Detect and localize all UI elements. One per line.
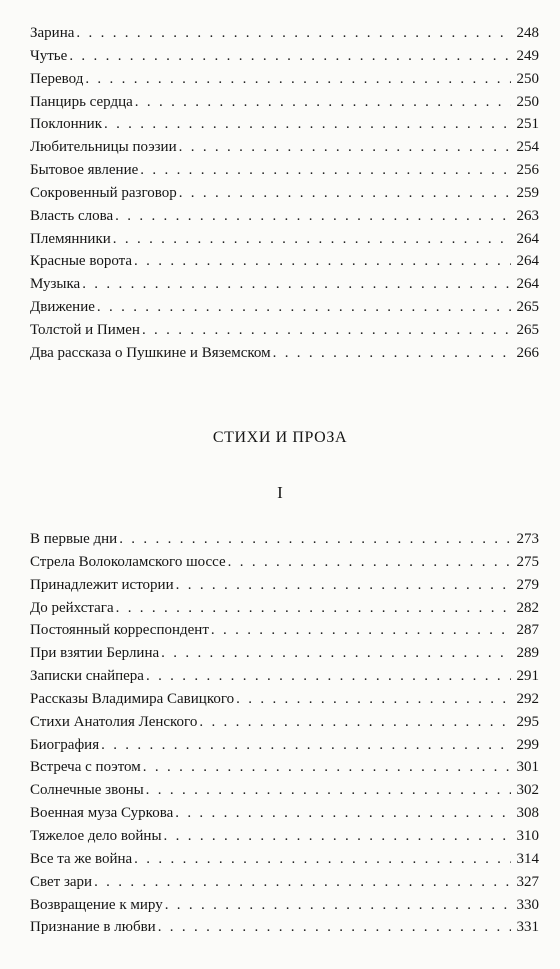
table-of-contents-top [30, 22, 539, 365]
toc-entry-title: Красные ворота [30, 253, 133, 270]
toc-entry-page-number: 264 [516, 253, 539, 270]
dot-leader [94, 871, 511, 894]
toc-entry-page-number: 310 [516, 827, 539, 844]
dot-leader [115, 205, 511, 228]
toc-entry-title: Движение [30, 299, 95, 316]
toc-entry-page-number: 251 [516, 116, 539, 133]
toc-entry-title: Рассказы Владимира Савицкого [30, 690, 235, 707]
dot-leader [140, 159, 511, 182]
dot-leader [101, 734, 511, 757]
toc-entry-title: Поклонник [30, 116, 102, 133]
toc-entry-page-number: 291 [516, 668, 539, 685]
toc-entry-title: При взятии Берлина [30, 645, 160, 662]
dot-leader [158, 916, 511, 939]
toc-entry-page-number: 256 [516, 162, 539, 179]
toc-entry [30, 45, 539, 68]
toc-entry-title: Любительницы поэзии [30, 139, 177, 156]
toc-entry-page-number: 302 [516, 782, 539, 799]
toc-entry [30, 136, 539, 159]
dot-leader [211, 619, 511, 642]
toc-entry-page-number: 264 [516, 276, 539, 293]
toc-entry-title: Все та же война [30, 850, 133, 867]
dot-leader [164, 825, 511, 848]
toc-entry-page-number: 327 [516, 873, 539, 890]
toc-entry-page-number: 287 [516, 622, 539, 639]
toc-entry-page-number: 330 [516, 896, 539, 913]
toc-entry [30, 68, 539, 91]
toc-entry-page-number: 254 [516, 139, 539, 156]
toc-entry-title: Бытовое явление [30, 162, 139, 179]
dot-leader [134, 250, 511, 273]
dot-leader [69, 45, 511, 68]
toc-entry [30, 551, 539, 574]
dot-leader [161, 642, 511, 665]
dot-leader [199, 711, 511, 734]
toc-entry-title: Постоянный корреспондент [30, 622, 209, 639]
dot-leader [135, 91, 511, 114]
dot-leader [176, 574, 511, 597]
toc-entry [30, 296, 539, 319]
toc-entry-page-number: 292 [516, 690, 539, 707]
dot-leader [104, 113, 511, 136]
toc-entry-page-number: 265 [516, 299, 539, 316]
toc-entry [30, 619, 539, 642]
toc-entry [30, 159, 539, 182]
toc-entry-title: Свет зари [30, 873, 93, 890]
dot-leader [82, 273, 511, 296]
toc-entry-page-number: 273 [516, 531, 539, 547]
toc-entry [30, 182, 539, 205]
toc-entry-page-number: 314 [516, 850, 539, 867]
dot-leader [179, 136, 511, 159]
toc-entry-title: Признание в любви [30, 919, 156, 936]
toc-entry-page-number: 248 [516, 25, 539, 41]
toc-entry-title: Чутье [30, 47, 68, 64]
toc-entry-page-number: 264 [516, 230, 539, 247]
toc-entry-page-number: 265 [516, 321, 539, 338]
toc-entry [30, 597, 539, 620]
toc-entry-title: Два рассказа о Пушкине и Вяземском [30, 344, 271, 361]
dot-leader [116, 597, 511, 620]
dot-leader [134, 848, 511, 871]
toc-entry [30, 802, 539, 825]
section-title: СТИХИ И ПРОЗА [212, 429, 348, 446]
dot-leader [273, 342, 511, 365]
toc-entry-title: Солнечные звоны [30, 782, 144, 799]
dot-leader [97, 296, 511, 319]
toc-entry [30, 342, 539, 365]
toc-entry-title: Зарина [30, 25, 75, 41]
toc-entry-title: Принадлежит истории [30, 576, 174, 593]
toc-entry-page-number: 250 [516, 93, 539, 110]
toc-entry [30, 319, 539, 342]
toc-entry [30, 894, 539, 917]
toc-entry-title: Панцирь сердца [30, 93, 133, 110]
toc-entry-title: Власть слова [30, 207, 114, 224]
toc-entry [30, 688, 539, 711]
toc-entry-page-number: 308 [516, 805, 539, 822]
toc-entry-title: Встреча с поэтом [30, 759, 141, 776]
toc-entry-title: Сокровенный разговор [30, 184, 177, 201]
dot-leader [113, 228, 511, 251]
toc-entry-title: В первые дни [30, 531, 118, 547]
toc-entry-page-number: 279 [516, 576, 539, 593]
toc-entry-title: Возвращение к миру [30, 896, 163, 913]
toc-entry-title: Тяжелое дело войны [30, 827, 162, 844]
dot-leader [85, 68, 511, 91]
toc-entry-page-number: 263 [516, 207, 539, 224]
toc-entry [30, 734, 539, 757]
toc-entry [30, 871, 539, 894]
toc-entry [30, 574, 539, 597]
toc-entry-title: Записки снайпера [30, 668, 144, 685]
dot-leader [143, 756, 511, 779]
table-of-contents-bottom [30, 528, 539, 939]
toc-entry [30, 642, 539, 665]
toc-entry [30, 228, 539, 251]
toc-entry [30, 779, 539, 802]
dot-leader [236, 688, 511, 711]
toc-entry [30, 825, 539, 848]
toc-entry-title: Музыка [30, 276, 81, 293]
toc-entry [30, 205, 539, 228]
toc-entry [30, 273, 539, 296]
toc-entry-page-number: 250 [516, 70, 539, 87]
toc-entry-page-number: 301 [516, 759, 539, 776]
toc-entry [30, 113, 539, 136]
toc-entry-title: Толстой и Пимен [30, 321, 140, 338]
toc-entry-page-number: 249 [516, 47, 539, 64]
toc-entry-title: Стихи Анатолия Ленского [30, 713, 198, 730]
dot-leader [142, 319, 511, 342]
dot-leader [146, 779, 511, 802]
toc-entry-title: Военная муза Суркова [30, 805, 174, 822]
toc-entry [30, 528, 539, 551]
toc-entry-page-number: 266 [516, 344, 539, 361]
toc-entry-title: Перевод [30, 70, 84, 87]
toc-entry-page-number: 259 [516, 184, 539, 201]
toc-entry [30, 665, 539, 688]
dot-leader [76, 22, 511, 45]
dot-leader [165, 894, 511, 917]
toc-entry-page-number: 289 [516, 645, 539, 662]
toc-entry-page-number: 295 [516, 713, 539, 730]
toc-entry-title: Племянники [30, 230, 111, 247]
dot-leader [179, 182, 511, 205]
toc-entry [30, 916, 539, 939]
toc-entry [30, 711, 539, 734]
toc-entry [30, 250, 539, 273]
toc-entry-page-number: 275 [516, 553, 539, 570]
toc-entry-page-number: 299 [516, 736, 539, 753]
toc-entry-title: Биография [30, 736, 100, 753]
dot-leader [175, 802, 511, 825]
dot-leader [119, 528, 511, 551]
toc-entry [30, 756, 539, 779]
toc-entry-title: Стрела Волоколамского шоссе [30, 553, 226, 570]
part-number: I [277, 483, 283, 502]
toc-entry [30, 848, 539, 871]
toc-entry [30, 91, 539, 114]
toc-entry-page-number: 282 [516, 599, 539, 616]
dot-leader [146, 665, 511, 688]
toc-entry-title: До рейхстага [30, 599, 114, 616]
toc-entry [30, 22, 539, 45]
toc-entry-page-number: 331 [516, 919, 539, 936]
dot-leader [228, 551, 511, 574]
